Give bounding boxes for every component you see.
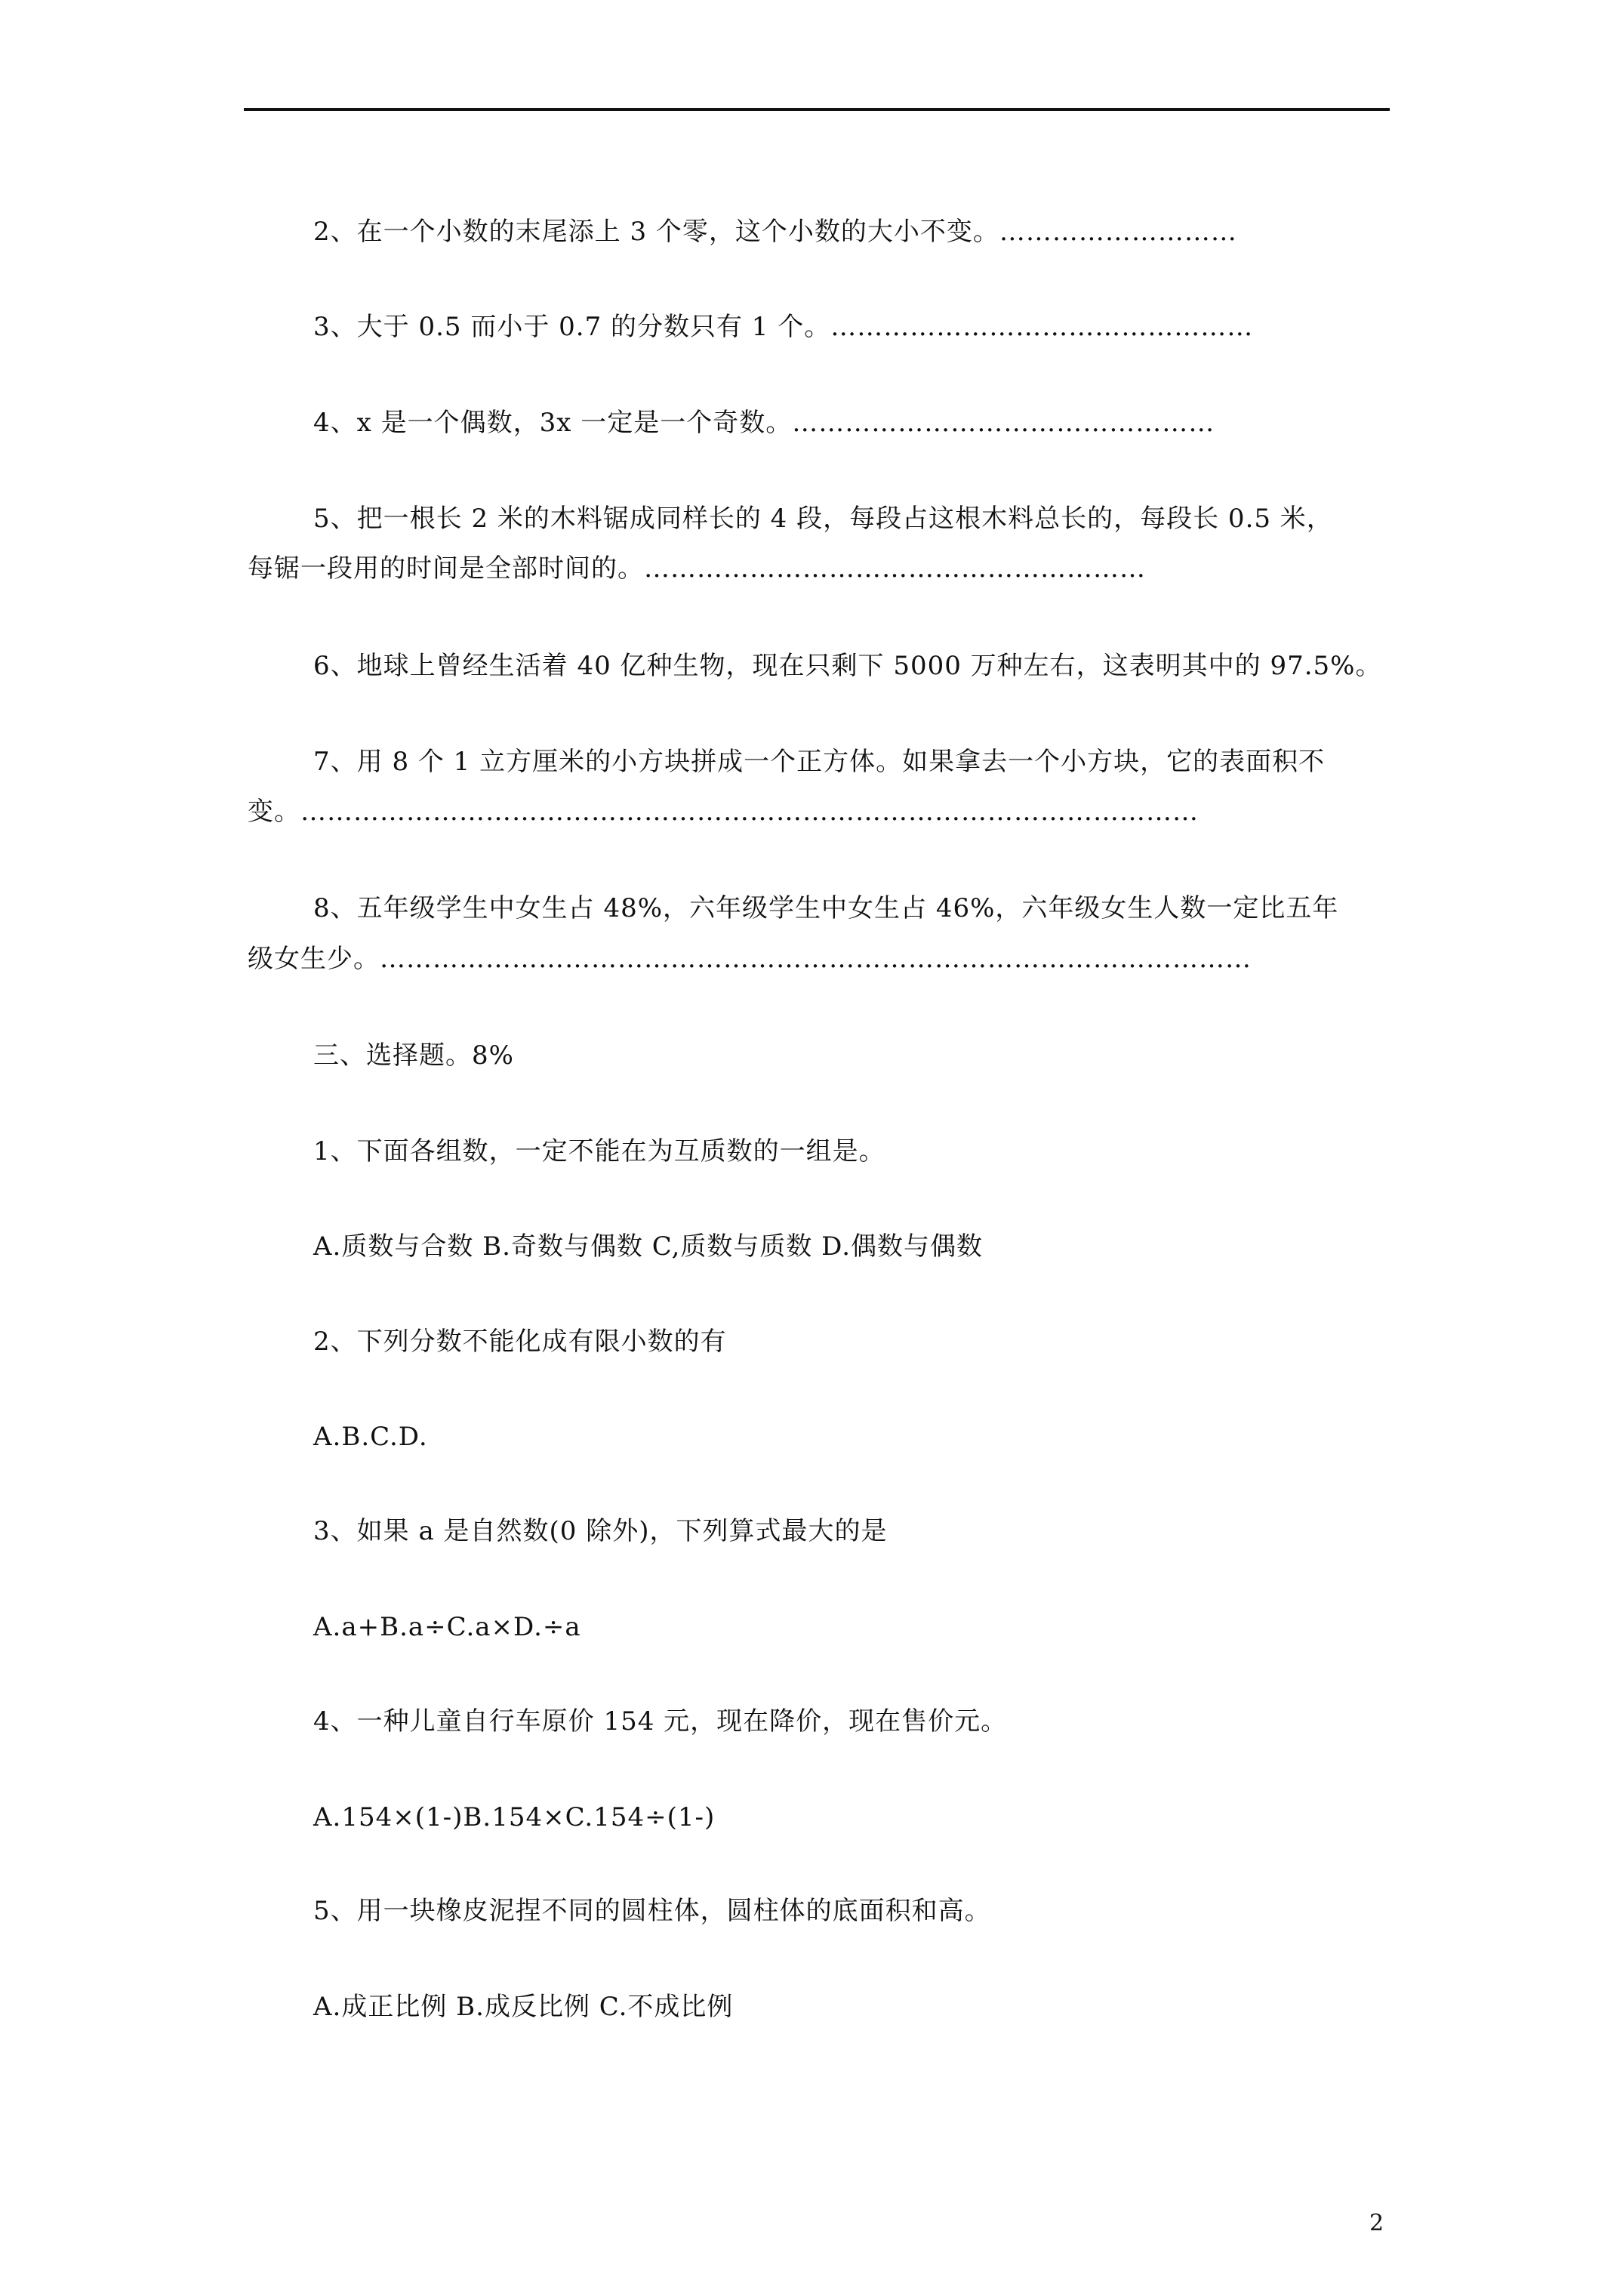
judgement-item-8-line1: 8、五年级学生中女生占 48%，六年级学生中女生占 46%，六年级女生人数一定比五年	[313, 893, 1339, 923]
judgement-item-3: 3、大于 0.5 而小于 0.7 的分数只有 1 个。…………………………………………	[313, 312, 1254, 342]
judgement-item-2: 2、在一个小数的末尾添上 3 个零，这个小数的大小不变。………………………	[313, 217, 1237, 247]
choice-question-1: 1、下面各组数，一定不能在为互质数的一组是。	[313, 1136, 885, 1166]
section-title: 三、选择题。8%	[313, 1040, 514, 1071]
header-rule	[244, 108, 1390, 111]
judgement-item-6: 6、地球上曾经生活着 40 亿种生物，现在只剩下 5000 万种左右，这表明其中的 97.5%。	[313, 651, 1382, 681]
choice-question-4: 4、一种儿童自行车原价 154 元，现在降价，现在售价元。	[313, 1706, 1008, 1737]
choice-options-2: A.B.C.D.	[313, 1422, 428, 1452]
choice-options-4: A.154×(1-)B.154×C.154÷(1-)	[313, 1802, 716, 1832]
choice-question-3: 3、如果 a 是自然数(0 除外)，下列算式最大的是	[313, 1516, 888, 1546]
choice-options-1: A.质数与合数 B.奇数与偶数 C,质数与质数 D.偶数与偶数	[313, 1231, 984, 1262]
choice-question-2: 2、下列分数不能化成有限小数的有	[313, 1327, 727, 1357]
judgement-item-7-line2: 变。…………………………………………………………………………………………	[248, 797, 1199, 827]
choice-question-5: 5、用一块橡皮泥捏不同的圆柱体，圆柱体的底面积和高。	[313, 1896, 991, 1926]
judgement-item-4: 4、x 是一个偶数，3x 一定是一个奇数。…………………………………………	[313, 408, 1215, 438]
choice-options-3: A.a+B.a÷C.a×D.÷a	[313, 1612, 581, 1642]
judgement-item-7-line1: 7、用 8 个 1 立方厘米的小方块拼成一个正方体。如果拿去一个小方块，它的表面积不	[313, 747, 1326, 777]
judgement-item-5-line1: 5、把一根长 2 米的木料锯成同样长的 4 段，每段占这根木料总长的，每段长 0.5 米，	[313, 504, 1333, 534]
judgement-item-5-line2: 每锯一段用的时间是全部时间的。…………………………………………………	[248, 553, 1146, 584]
judgement-item-8-line2: 级女生少。………………………………………………………………………………………	[248, 944, 1252, 974]
page-number: 2	[1369, 2210, 1384, 2236]
choice-options-5: A.成正比例 B.成反比例 C.不成比例	[313, 1992, 734, 2022]
